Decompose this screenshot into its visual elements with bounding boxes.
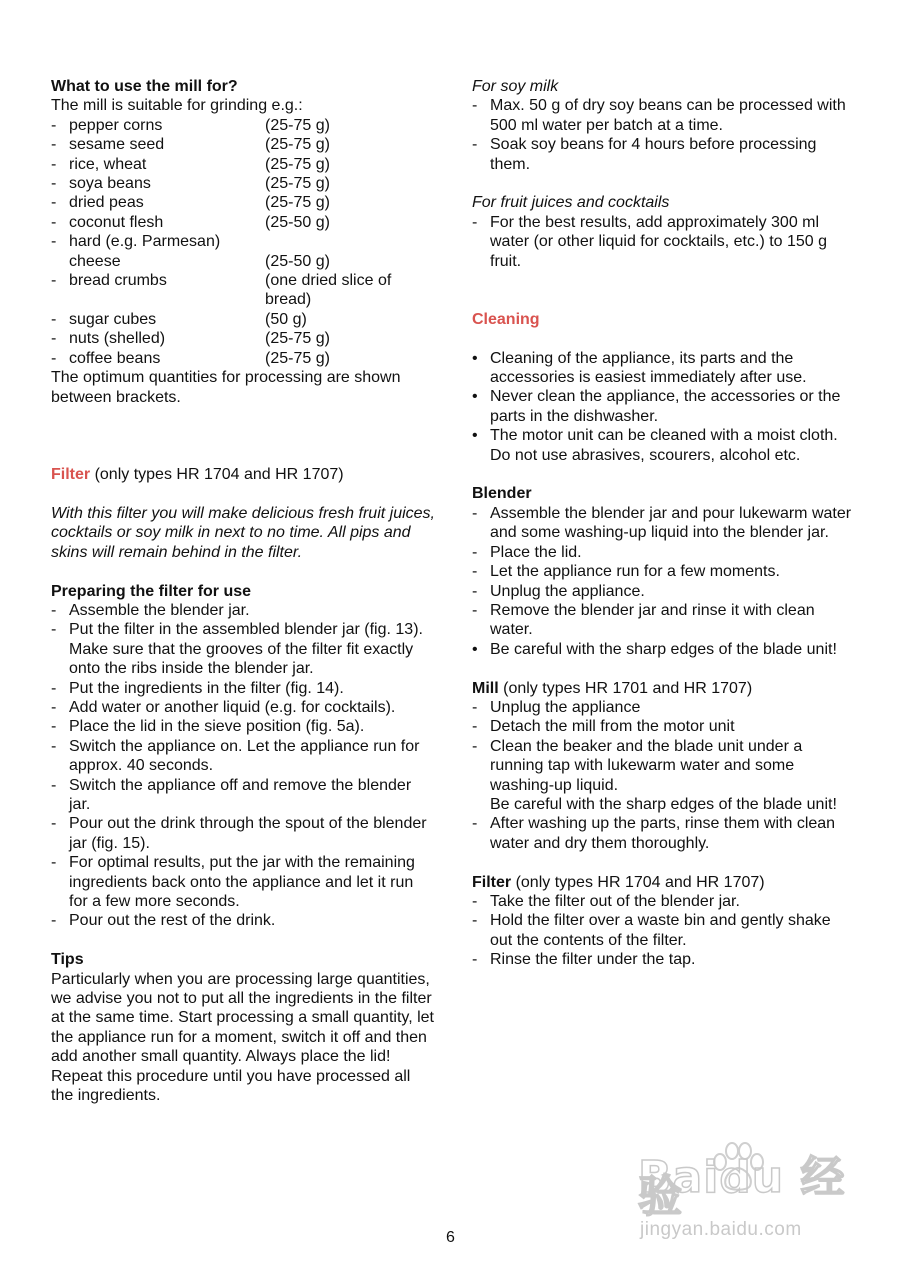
- mill-cleaning-list: [472, 698, 852, 853]
- left-column: [51, 77, 436, 1105]
- list-item: - Put the ingredients in the filter (fig. 14).: [51, 679, 344, 697]
- list-item: - Max. 50 g of dry soy beans can be processed with 500 ml water per batch at a time.: [472, 97, 846, 134]
- fruit-heading: For fruit juices and cocktails: [472, 194, 670, 212]
- right-column: [472, 77, 852, 970]
- list-item: - Pour out the drink through the spout of the blender jar (fig. 15).: [51, 815, 427, 852]
- mill-item-qty: (25-75 g): [265, 349, 330, 367]
- mill-item-qty: (25-75 g): [265, 116, 330, 134]
- list-item: - Take the filter out of the blender jar.: [472, 892, 740, 910]
- watermark-site: jingyan.baidu.com: [640, 1219, 802, 1240]
- mill-item: nuts (shelled): [69, 330, 166, 348]
- list-item: • Cleaning of the appliance, its parts and the accessories is easiest immediately after use.: [472, 349, 807, 387]
- mill-heading: Mill: [472, 679, 499, 697]
- mill-items-table: - pepper corns (25-75 g) - sesame seed (25-75 g) - rice, wheat (25-75 g) - soya beans (25-75 g) - dried peas (25-75 g) - coconut flesh (25-50 g) - hard (e.g. Parmesan) cheese (25-50 g) - bread crumbs (one dried slice of bread) - sugar cubes (50 g) - nuts (shelled) (25-75 g) - coffee beans (25-75 g): [51, 116, 436, 368]
- mill-item-qty: (25-75 g): [265, 330, 330, 348]
- list-item: - Add water or another liquid (e.g. for cocktails).: [51, 698, 396, 716]
- mill-usage-note: The optimum quantities for processing are shown between brackets.: [51, 369, 401, 406]
- mill-item: hard (e.g. Parmesan) cheese: [69, 233, 221, 270]
- list-item: - Remove the blender jar and rinse it with clean water.: [472, 601, 815, 639]
- list-item: - For the best results, add approximately 300 ml water (or other liquid for cocktails, etc.) to 150 g fruit.: [472, 213, 828, 270]
- list-item: - Clean the beaker and the blade unit under a running tap with lukewarm water and some washing-up liquid. Be careful with the sharp edges of the blade unit!: [472, 737, 837, 813]
- mill-item: sugar cubes: [69, 310, 157, 328]
- filter-heading: Filter: [51, 466, 91, 484]
- mill-cleaning-heading: [472, 679, 852, 698]
- filter-section-heading: [51, 465, 436, 484]
- watermark-brand: Baidu 经验: [638, 1152, 846, 1223]
- mill-item: sesame seed: [69, 136, 165, 154]
- mill-item: coconut flesh: [69, 213, 164, 231]
- filter-intro: With this filter you will make delicious fresh fruit juices, cocktails or soy milk in next to no time. All pips and skins will remain behind in the filter.: [51, 504, 435, 561]
- mill-item: rice, wheat: [69, 155, 147, 173]
- soy-heading: For soy milk: [472, 78, 559, 95]
- list-item: - Place the lid in the sieve position (fig. 5a).: [51, 718, 365, 736]
- mill-item-qty: (25-50 g): [265, 252, 330, 270]
- mill-item-qty: (25-75 g): [265, 175, 330, 193]
- list-item: - Put the filter in the assembled blender jar (fig. 13). Make sure that the grooves of the filter fit exactly onto the ribs inside the blender jar.: [51, 621, 423, 678]
- list-item: - Detach the mill from the motor unit: [472, 718, 735, 736]
- mill-types: (only types HR 1701 and HR 1707): [498, 679, 753, 697]
- prep-steps: [51, 601, 436, 931]
- list-item: • The motor unit can be cleaned with a moist cloth. Do not use abrasives, scourers, alcohol etc.: [472, 427, 838, 464]
- list-item: - Soak soy beans for 4 hours before processing them.: [472, 136, 817, 173]
- prep-heading: Preparing the filter for use: [51, 582, 252, 600]
- list-item: - Rinse the filter under the tap.: [472, 951, 696, 969]
- list-item: - Let the appliance run for a few moments.: [472, 563, 780, 581]
- list-item: - Hold the filter over a waste bin and gently shake out the contents of the filter.: [472, 912, 831, 949]
- cleaning-list: [472, 349, 852, 465]
- soy-list: [472, 96, 852, 174]
- mill-item-qty: (25-50 g): [265, 213, 330, 231]
- list-item: - Assemble the blender jar.: [51, 601, 250, 619]
- blender-heading: Blender: [472, 485, 532, 503]
- filter-cleaning-list: [472, 892, 852, 970]
- mill-usage-heading: What to use the mill for?: [51, 78, 238, 95]
- list-item: - For optimal results, put the jar with the remaining ingredients back onto the appliance and let it run for a few more seconds.: [51, 854, 415, 910]
- tips-text: Particularly when you are processing large quantities, we advise you not to put all the ingredients in the filter at the same time. Start processing a small quantity, let the appliance run for a moment, switch it off and then add another small quantity. Always place the lid! Repeat this procedure until you have processed all the ingredients.: [51, 970, 434, 1105]
- mill-item-qty: (25-75 g): [265, 194, 330, 212]
- mill-item: bread crumbs: [69, 272, 167, 290]
- mill-item: soya beans: [69, 175, 151, 193]
- filter-heading: Filter: [472, 873, 512, 891]
- mill-item: coffee beans: [69, 349, 161, 367]
- blender-list: [472, 504, 852, 659]
- filter-types: (only types HR 1704 and HR 1707): [511, 873, 765, 891]
- mill-warning: Be careful with the sharp edges of the blade unit!: [490, 795, 837, 813]
- mill-usage-intro: The mill is suitable for grinding e.g.:: [51, 97, 303, 115]
- filter-types: (only types HR 1704 and HR 1707): [90, 466, 344, 484]
- list-item: - Assemble the blender jar and pour lukewarm water and some washing-up liquid into the blender jar.: [472, 504, 852, 542]
- tips-heading: Tips: [51, 951, 84, 969]
- cleaning-heading: Cleaning: [472, 310, 540, 328]
- mill-item-qty: (25-75 g): [265, 136, 330, 154]
- mill-item: pepper corns: [69, 116, 163, 134]
- mill-item-qty: (one dried slice of bread): [265, 272, 392, 309]
- list-item: • Never clean the appliance, the accessories or the parts in the dishwasher.: [472, 388, 841, 425]
- filter-cleaning-heading: [472, 873, 852, 892]
- list-item: - Pour out the rest of the drink.: [51, 912, 276, 930]
- list-item: - Unplug the appliance.: [472, 582, 645, 600]
- mill-item-qty: (50 g): [265, 310, 307, 328]
- list-item: - Place the lid.: [472, 543, 582, 561]
- list-item: - After washing up the parts, rinse them with clean water and dry them thoroughly.: [472, 815, 836, 852]
- list-item: - Switch the appliance on. Let the appliance run for approx. 40 seconds.: [51, 737, 420, 775]
- fruit-list: [472, 213, 852, 271]
- list-item: - Switch the appliance off and remove the blender jar.: [51, 776, 412, 813]
- list-item: - Unplug the appliance: [472, 698, 641, 716]
- list-item: • Be careful with the sharp edges of the blade unit!: [472, 640, 837, 658]
- page-number: 6: [446, 1229, 455, 1246]
- mill-item-qty: (25-75 g): [265, 155, 330, 173]
- mill-item: dried peas: [69, 194, 144, 212]
